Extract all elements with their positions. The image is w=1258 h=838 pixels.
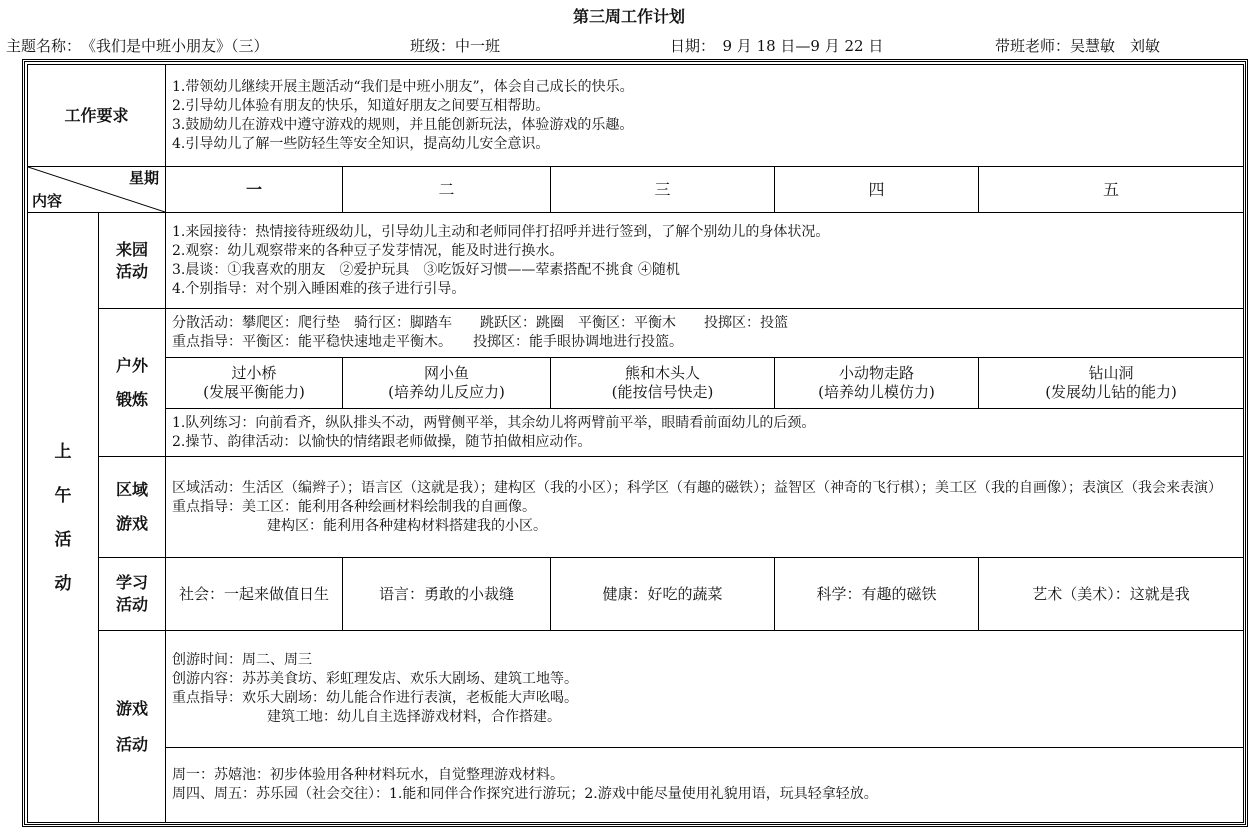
requirement-item: 3.鼓励幼儿在游戏中遵守游戏的规则，并且能创新玩法，体验游戏的乐趣。 xyxy=(172,116,634,133)
game-goal: (培养幼儿模仿力) xyxy=(818,383,935,401)
games-item: 创游内容：苏苏美食坊、彩虹理发店、欢乐大剧场、建筑工地等。 xyxy=(172,671,579,687)
diagonal-header-cell xyxy=(28,167,166,213)
arrival-row xyxy=(28,213,1244,309)
arrival-item: 4.个别指导：对个别入睡困难的孩子进行引导。 xyxy=(172,280,466,297)
morning-label-char: 上 xyxy=(54,441,72,462)
class-name: 班级：中一班 xyxy=(410,37,501,55)
game-goal: (能按信号快走) xyxy=(611,383,714,401)
arrival-content xyxy=(166,213,1244,309)
outdoor-label-line: 锻炼 xyxy=(116,389,149,409)
requirements-row xyxy=(28,65,1244,167)
game-goal: (发展幼儿钻的能力) xyxy=(1045,383,1177,401)
outdoor-guide-line: 重点指导：平衡区：能平稳快速地走平衡木。 投掷区：能手眼协调地进行投篮。 xyxy=(172,334,684,350)
outdoor-exercises xyxy=(166,409,1244,457)
games-item: 建筑工地：幼儿自主选择游戏材料，合作搭建。 xyxy=(267,709,562,725)
game-name: 网小鱼 xyxy=(424,364,470,382)
game-name: 过小桥 xyxy=(231,364,277,382)
theme-name: 主题名称： 《我们是中班小朋友》（三） xyxy=(6,37,269,55)
outdoor-exercise-line: 1.队列练习：向前看齐，纵队排头不动，两臂侧平举，其余幼儿将两臂前平举，眼睛看前面幼儿的后颈。 xyxy=(172,414,816,431)
day-tuesday: 二 xyxy=(343,167,551,213)
games-label-line: 活动 xyxy=(116,734,149,754)
outdoor-exercise-line: 2.操节、韵律活动：以愉快的情绪跟老师做操，随节拍做相应动作。 xyxy=(172,433,592,450)
lesson-thursday: 科学：有趣的磁铁 xyxy=(775,558,979,631)
games-item: 创游时间：周二、周三 xyxy=(172,652,313,668)
games-weekly-line: 周四、周五：苏乐园（社会交往）：1.能和同伴合作探究进行游玩；2.游戏中能尽量使用礼貌用语，玩具轻拿轻放。 xyxy=(172,786,878,802)
games-row xyxy=(28,631,1244,748)
games-item: 重点指导：欢乐大剧场：幼儿能合作进行表演，老板能大声吆喝。 xyxy=(172,690,579,706)
area-label-line: 区域 xyxy=(116,480,149,499)
games-content xyxy=(166,631,1244,748)
area-row xyxy=(28,457,1244,558)
outdoor-game-thursday xyxy=(775,358,979,409)
learning-label xyxy=(99,558,166,631)
outdoor-game-wednesday xyxy=(551,358,775,409)
content-label: 内容 xyxy=(32,192,63,210)
learning-label-line: 学习 xyxy=(116,573,149,592)
outdoor-game-friday xyxy=(979,358,1244,409)
arrival-label-line: 来园 xyxy=(116,239,149,259)
outdoor-bottom-row xyxy=(28,409,1244,457)
requirements-label: 工作要求 xyxy=(28,65,166,167)
morning-label-char: 活 xyxy=(54,529,72,550)
day-header-row xyxy=(28,167,1244,213)
requirement-item: 2.引导幼儿体验有朋友的快乐，知道好朋友之间要互相帮助。 xyxy=(172,97,550,114)
morning-label-char: 午 xyxy=(54,485,72,506)
game-goal: (培养幼儿反应力) xyxy=(388,383,505,401)
outdoor-areas xyxy=(166,309,1244,358)
outdoor-game-monday xyxy=(166,358,343,409)
date-range: 日期： 9 月 18 日—9 月 22 日 xyxy=(670,37,884,55)
games-weekly xyxy=(166,748,1244,823)
lesson-tuesday: 语言：勇敢的小裁缝 xyxy=(343,558,551,631)
outdoor-games-row xyxy=(28,358,1244,409)
outdoor-label-line: 户外 xyxy=(116,355,149,375)
area-activities: 区域活动：生活区（编辫子）；语言区（这就是我）；建构区（我的小区）；科学区（有趣的磁铁）；益智区（神奇的飞行棋）；美工区（我的自画像）；表演区（我会来表演） xyxy=(172,479,1223,496)
outdoor-game-tuesday xyxy=(343,358,551,409)
area-content xyxy=(166,457,1244,558)
arrival-label-line: 活动 xyxy=(116,261,149,281)
day-friday: 五 xyxy=(979,167,1244,213)
morning-label-char: 动 xyxy=(54,573,72,594)
arrival-item: 2.观察：幼儿观察带来的各种豆子发芽情况，能及时进行换水。 xyxy=(172,242,564,259)
area-label-line: 游戏 xyxy=(116,514,149,533)
games-bottom-row xyxy=(28,748,1244,823)
morning-activities-label xyxy=(28,213,99,823)
games-label-line: 游戏 xyxy=(116,698,149,718)
outdoor-label xyxy=(99,309,166,457)
game-name: 小动物走路 xyxy=(839,364,915,382)
arrival-item: 3.晨谈：①我喜欢的朋友 ②爱护玩具 ③吃饭好习惯——荤素搭配不挑食 ④随机 xyxy=(172,261,680,278)
learning-row xyxy=(28,558,1244,631)
week-label: 星期 xyxy=(129,169,160,187)
games-weekly-line: 周一：苏嬉池：初步体验用各种材料玩水，自觉整理游戏材料。 xyxy=(172,767,565,783)
lesson-friday: 艺术（美术）：这就是我 xyxy=(979,558,1244,631)
games-label xyxy=(99,631,166,823)
requirement-item: 1.带领幼儿继续开展主题活动“我们是中班小朋友”，体会自己成长的快乐。 xyxy=(172,78,634,95)
page-title: 第三周工作计划 xyxy=(572,7,685,26)
game-goal: (发展平衡能力) xyxy=(203,383,305,401)
outdoor-area-line: 分散活动：攀爬区：爬行垫 骑行区：脚踏车 跳跃区：跳圈 平衡区：平衡木 投掷区：投篮 xyxy=(172,315,789,331)
teachers: 带班老师：吴慧敏 刘敏 xyxy=(995,37,1161,55)
game-name: 熊和木头人 xyxy=(625,364,701,382)
requirement-item: 4.引导幼儿了解一些防轻生等安全知识，提高幼儿安全意识。 xyxy=(172,135,550,152)
area-label xyxy=(99,457,166,558)
arrival-item: 1.来园接待：热情接待班级幼儿，引导幼儿主动和老师同伴打招呼并进行签到，了解个别幼儿的身体状况。 xyxy=(172,223,830,240)
game-name: 钻山洞 xyxy=(1088,364,1134,382)
weekly-plan-table xyxy=(27,64,1244,823)
day-wednesday: 三 xyxy=(551,167,775,213)
lesson-monday: 社会：一起来做值日生 xyxy=(166,558,343,631)
learning-label-line: 活动 xyxy=(116,595,149,614)
arrival-label xyxy=(99,213,166,309)
area-guide: 重点指导：美工区：能利用各种绘画材料绘制我的自画像。 xyxy=(172,498,537,515)
outdoor-top-row xyxy=(28,309,1244,358)
requirements-content xyxy=(166,65,1244,167)
area-guide: 建构区：能利用各种建构材料搭建我的小区。 xyxy=(267,517,548,534)
day-monday: 一 xyxy=(166,167,343,213)
lesson-wednesday: 健康：好吃的蔬菜 xyxy=(551,558,775,631)
day-thursday: 四 xyxy=(775,167,979,213)
